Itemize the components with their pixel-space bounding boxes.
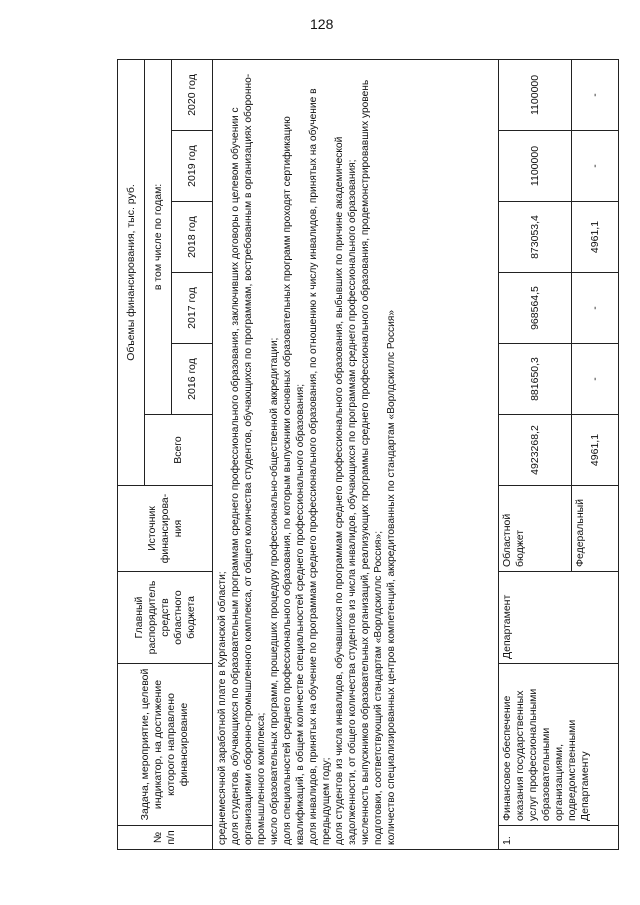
header-year-2018: 2018 год (172, 202, 213, 273)
header-including: в том числе по годам: (145, 59, 172, 414)
row-distributor: Департамент (499, 572, 619, 664)
regional-2017: 968564,5 (499, 273, 572, 344)
regional-2019: 1100000 (499, 131, 572, 202)
header-num: № п/п (118, 826, 213, 850)
federal-2017: - (572, 273, 619, 344)
indicator-line: доля студентов из числа инвалидов, обучавшихся по программам среднего профессионального образования, выбывших по причине академической задолженности, от общего количества студентов из числа инвалидов, обучающихся по программам среднего профессионального образования; (334, 136, 358, 845)
source-federal: Федеральный (572, 486, 619, 572)
header-total: Всего (145, 415, 213, 486)
federal-2019: - (572, 131, 619, 202)
source-regional: Областной бюджет (499, 486, 572, 572)
indicator-line: доля инвалидов, принятых на обучение по программам среднего профессионального образования, по отношению к числу инвалидов, принятых на обучение в предыдущем году; (308, 88, 332, 845)
regional-total: 4923268,2 (499, 415, 572, 486)
header-year-2020: 2020 год (172, 59, 213, 130)
federal-2016: - (572, 344, 619, 415)
indicator-line: число образовательных программ, прошедших процедуру профессионально-общественной аккредитации; (269, 337, 280, 845)
financing-table (117, 59, 619, 850)
header-distributor: Главный распорядитель средств областного бюджета (118, 572, 213, 664)
regional-2016: 881650,3 (499, 344, 572, 415)
indicator-line: количество специализированных центров компетенций, аккредитованных по стандартам «Ворлдскиллс Россия» (386, 309, 397, 845)
regional-2018: 873053,4 (499, 202, 572, 273)
rotated-table-container (117, 60, 619, 850)
indicator-line: доля специальностей среднего профессионального образования, по которым выпускники основных образовательных программ проходят сертификацию квалификаций, в общем количестве специальностей среднего профессионального образования; (282, 116, 306, 845)
header-year-2016: 2016 год (172, 344, 213, 415)
header-task: Задача, мероприятие, целевой индикатор, на достижение которого направлено финансирование (118, 664, 213, 826)
federal-2018: 4961,1 (572, 202, 619, 273)
page-number: 128 (310, 16, 334, 32)
regional-2020: 1100000 (499, 59, 572, 130)
indicators-cell (213, 59, 499, 849)
header-year-2017: 2017 год (172, 273, 213, 344)
federal-2020: - (572, 59, 619, 130)
row-task: Финансовое обеспечение оказания государственных услуг профессиональными образовательными организациями, подведомственными Департаменту (499, 664, 619, 826)
indicator-line: среднемесячной заработной плате в Курганской области; (217, 571, 228, 845)
indicator-line: доля студентов, обучающихся по образовательным программам среднего профессионального образования, заключивших договоры о целевом обучении с организациями оборонно-промышленного комплекса, от общего количества студентов, обучающихся по программам, востребованным в организациях оборонно-промышленного комплекса; (230, 73, 267, 845)
header-volumes: Объемы финансирования, тыс. руб. (118, 59, 145, 485)
header-year-2019: 2019 год (172, 131, 213, 202)
header-source: Источник финансирова-ния (118, 486, 213, 572)
row-num: 1. (499, 826, 619, 850)
indicator-line: численность выпускников образовательных организаций, реализующих программы среднего профессионального образования, продемонстрировавших уровень подготовки, соответствующий стандартам «Ворлдскиллс Россия»; (360, 79, 384, 845)
federal-total: 4961,1 (572, 415, 619, 486)
